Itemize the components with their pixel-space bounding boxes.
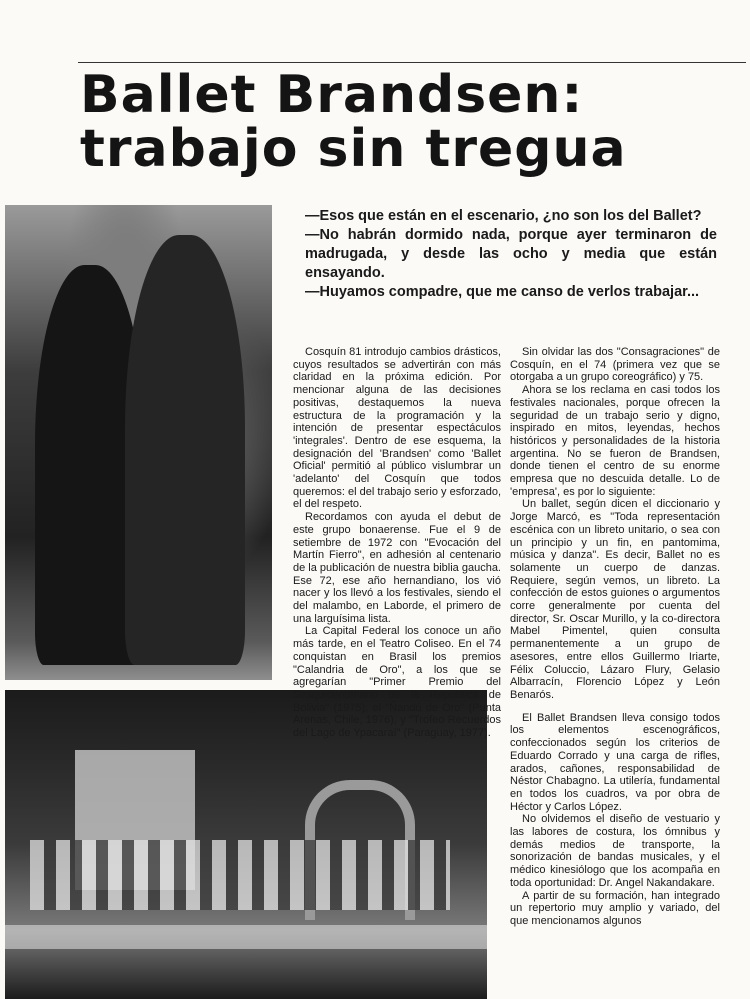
dialogue-line: —Esos que están en el escenario, ¿no son los del Ballet? [305, 208, 702, 224]
stage-floor [5, 925, 487, 949]
paragraph: A partir de su formación, han integrado un repertorio muy amplio y variado, del que mencionamos algunos [510, 889, 720, 927]
dialogue-line: —No habrán dormido nada, porque ayer terminaron de madrugada, y desde las ocho y media que están ensayando. [305, 227, 717, 281]
dancers-couple-photo [5, 205, 272, 680]
headline-line-2: trabajo sin tregua [80, 119, 627, 179]
lead-dialogue [305, 207, 717, 302]
dancers-group [30, 840, 450, 910]
top-rule [78, 62, 746, 63]
article-column-2 [510, 346, 720, 928]
male-dancer-figure [125, 235, 245, 665]
paragraph: No olvidemos el diseño de vestuario y las labores de costura, los ómnibus y demás medios de transporte, la sonorización de bandas musicales, y el médico kinesiólogo que los acompaña en toda oportunidad: Dr. Angel Nakandakare. [510, 813, 720, 889]
paragraph: Sin olvidar las dos "Consagraciones" de Cosquín, en el 74 (primera vez que se otorgaba a un grupo coreográfico) y 75. [510, 346, 720, 384]
headline-line-1: Ballet Brandsen: [80, 65, 584, 125]
paragraph: Un ballet, según dicen el diccionario y Jorge Marcó, es "Toda representación escénica con un libreto unitario, o sea con un principio y un fin, en pantomima, música y danza". Es decir, Ballet no es solamente un cuerpo de danzas. Requiere, según vemos, un libreto. La confección de estos guiones o argumentos corre generalmente por cuenta del director, Sr. Oscar Murillo, y la co-directora Mabel Pimentel, quien consulta permanentemente a un grupo de asesores, entre ellos Guillermo Iriarte, Félix Coluccio, Lázaro Flury, Gelasio Albarracín, Florencio López y León Benarós. [510, 498, 720, 701]
article-column-1 [293, 346, 501, 740]
paragraph: La Capital Federal los conoce un año más tarde, en el Teatro Coliseo. En el 74 conquistan en Brasil los premios "Calandria de Oro", a los que se agregarían "Primer Premio del Sesquicentenario de la República de Bolivia" (1975), el "Ñandú de Oro" (Punta Arenas, Chile, 1976), y "Trofeo Recuerdos del Lago de Ypacaraí" (Paraguay, 1977). [293, 625, 501, 740]
paragraph: Recordamos con ayuda el debut de este grupo bonaerense. Fue el 9 de setiembre de 1972 con "Evocación del Martín Fierro", en adhesión al centenario de la publicación de nuestra biblia gaucha. Ese 72, ese año hernandiano, los vió nacer y los llevó a los festivales, siendo el del malambo, en Laborde, el primero de una larguísima lista. [293, 511, 501, 625]
dialogue-line: —Huyamos compadre, que me canso de verlos trabajar... [305, 284, 700, 300]
paragraph: Cosquín 81 introdujo cambios drásticos, cuyos resultados se advertirán con más claridad en la próxima edición. Por mencionar alguna de las decisiones positivas, destaquemos la nueva estructura de la programación y la intención de presentar espectáculos 'integrales'. Dentro de ese esquema, la designación del 'Brandsen' como 'Ballet Oficial' permitió al público vislumbrar un 'adelanto' del Cosquín que todos queremos: el del trabajo serio y esforzado, el del respeto. [293, 346, 501, 511]
paragraph: Ahora se los reclama en casi todos los festivales nacionales, porque ofrecen la seguridad de un trabajo serio y digno, inspirado en mitos, leyendas, hechos históricos y personalidades de la historia argentina. No se fueron de Brandsen, donde tienen el centro de su enorme empresa que no descuida detalle. Lo de 'empresa', es por lo siguiente: [510, 384, 720, 498]
headline [80, 65, 720, 179]
paragraph: El Ballet Brandsen lleva consigo todos los elementos escenográficos, confeccionados según los criterios de Eduardo Corrado y una carga de rifles, arados, cañones, responsabilidad de Néstor Chabagno. La utilería, fundamental en todos los cuadros, va por obra de Héctor y Carlos López. [510, 711, 720, 813]
